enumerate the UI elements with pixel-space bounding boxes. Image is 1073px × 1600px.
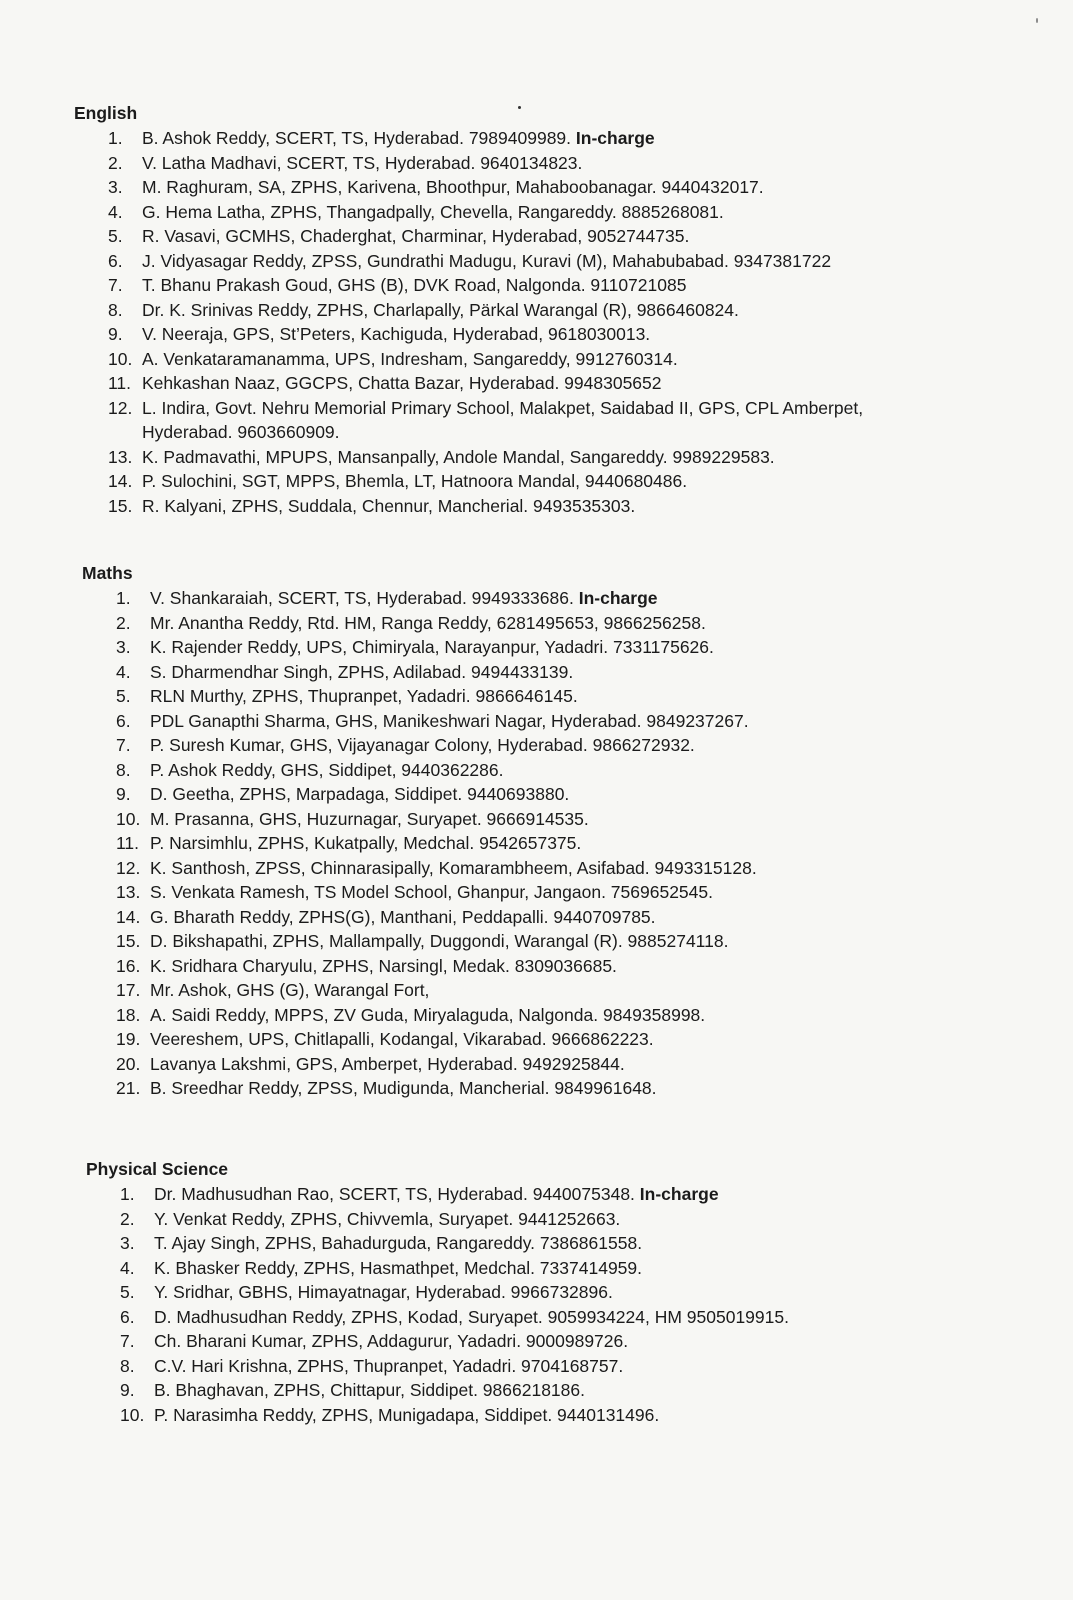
item-details: P. Suresh Kumar, GHS, Vijayanagar Colony, Hyderabad. 9866272932. [150,735,695,755]
item-number: 19. [116,1029,141,1049]
item-text [142,200,724,225]
item-number: 14. [108,471,133,491]
item-number: 21. [116,1078,141,1098]
item-details: T. Ajay Singh, ZPHS, Bahadurguda, Rangareddy. 7386861558. [154,1233,643,1253]
item-details: B. Ashok Reddy, SCERT, TS, Hyderabad. 7989409989. [142,128,572,148]
list-item [0,494,1073,519]
item-number: 4. [116,661,131,682]
item-details: Lavanya Lakshmi, GPS, Amberpet, Hyderabad. 9492925844. [150,1053,625,1074]
item-details: PDL Ganapthi Sharma, GHS, Manikeshwari Nagar, Hyderabad. 9849237267. [150,710,749,731]
item-details: D. Geetha, ZPHS, Marpadaga, Siddipet. 9440693880. [150,784,570,804]
list-item [0,273,1073,298]
item-text [150,611,706,636]
item-number: 15. [108,495,133,516]
item-text [150,1052,625,1077]
list-item [8,635,1073,660]
item-details: R. Vasavi, GCMHS, Chaderghat, Charminar, Hyderabad, 9052744735. [142,226,690,246]
list-item [12,1329,1073,1354]
item-text [150,709,749,734]
item-details: G. Hema Latha, ZPHS, Thangadpally, Chevella, Rangareddy. 8885268081. [142,201,724,222]
item-number: 6. [116,710,131,731]
item-text [142,298,739,323]
item-details: Veereshem, UPS, Chitlapalli, Kodangal, Vikarabad. 9666862223. [150,1029,654,1049]
list-item [12,1256,1073,1281]
item-text [154,1305,789,1330]
item-number: 12. [108,397,133,418]
item-text [150,684,578,709]
item-details: T. Bhanu Prakash Goud, GHS (B), DVK Road, Nalgonda. 9110721085 [142,275,687,295]
item-text [150,1076,657,1101]
item-text [154,1231,642,1256]
item-number: 17. [116,980,141,1000]
item-number: 8. [108,299,123,320]
item-number: 1. [108,128,123,148]
item-details: S. Venkata Ramesh, TS Model School, Ghanpur, Jangaon. 7569652545. [150,882,713,902]
list-item [0,126,1073,151]
item-details: L. Indira, Govt. Nehru Memorial Primary School, Malakpet, Saidabad II, GPS, CPL Amberpet, [142,397,864,418]
item-number: 5. [120,1282,135,1302]
item-details: R. Kalyani, ZPHS, Suddala, Chennur, Mancherial. 9493535303. [142,495,636,516]
item-details: S. Dharmendhar Singh, ZPHS, Adilabad. 9494433139. [150,661,574,682]
list-item [0,249,1073,274]
item-details: A. Venkataramanamma, UPS, Indresham, Sangareddy, 9912760314. [142,348,678,369]
item-details: D. Madhusudhan Reddy, ZPHS, Kodad, Suryapet. 9059934224, HM 9505019915. [154,1306,789,1327]
list-item [8,880,1073,905]
member-list [8,586,1073,1101]
item-number: 5. [108,226,123,246]
list-item [0,469,1073,494]
item-number: 3. [108,177,123,197]
item-text [142,494,635,519]
list-item [0,445,1073,470]
list-item [8,782,1073,807]
item-number: 2. [116,612,131,633]
list-item [8,1027,1073,1052]
item-number: 8. [116,759,131,780]
list-item [12,1305,1073,1330]
item-details: A. Saidi Reddy, MPPS, ZV Guda, Miryalaguda, Nalgonda. 9849358998. [150,1004,706,1025]
item-text [154,1354,623,1379]
list-item [12,1182,1073,1207]
item-text [142,224,689,249]
list-item-continuation: Hyderabad. 9603660909. [142,422,340,442]
item-text [150,929,728,954]
item-text [154,1182,719,1207]
item-text [142,396,863,421]
item-number: 9. [108,324,123,344]
item-details: V. Neeraja, GPS, St’Peters, Kachiguda, Hyderabad, 9618030013. [142,324,651,344]
item-text [142,445,775,470]
item-details: Dr. Madhusudhan Rao, SCERT, TS, Hyderabad. 9440075348. [154,1184,635,1204]
item-number: 7. [108,275,123,295]
item-details: K. Santhosh, ZPSS, Chinnarasipally, Komarambheem, Asifabad. 9493315128. [150,857,757,878]
list-item [8,611,1073,636]
list-item [8,684,1073,709]
item-text [154,1378,585,1403]
item-details: K. Sridhara Charyulu, ZPHS, Narsingl, Medak. 8309036685. [150,955,617,976]
item-text [150,1003,705,1028]
item-details: G. Bharath Reddy, ZPHS(G), Manthani, Peddapalli. 9440709785. [150,906,656,927]
item-number: 7. [120,1331,135,1351]
item-text [154,1280,613,1305]
item-number: 4. [108,201,123,222]
item-number: 20. [116,1053,141,1074]
item-text [150,782,569,807]
item-number: 12. [116,857,141,878]
item-number: 4. [120,1257,135,1278]
item-text [150,905,656,930]
in-charge-label: In-charge [578,588,658,608]
list-item [0,200,1073,225]
item-text [142,151,582,176]
item-number: 2. [108,152,123,173]
item-number: 16. [116,955,141,976]
item-number: 9. [120,1380,135,1400]
list-item [12,1403,1073,1428]
item-number: 11. [116,833,140,853]
item-number: 18. [116,1004,141,1025]
item-text [150,1027,654,1052]
item-number: 9. [116,784,131,804]
item-text [142,126,655,151]
list-item [12,1280,1073,1305]
section-maths [8,562,1073,1101]
item-number: 13. [108,446,133,467]
list-item [8,1003,1073,1028]
item-details: B. Bhaghavan, ZPHS, Chittapur, Siddipet. 9866218186. [154,1380,585,1400]
list-item [0,322,1073,347]
list-item [8,807,1073,832]
item-number: 10. [116,808,141,829]
item-details: P. Narasimha Reddy, ZPHS, Munigadapa, Siddipet. 9440131496. [154,1404,660,1425]
list-item [8,758,1073,783]
in-charge-label: In-charge [639,1184,719,1204]
item-number: 1. [116,588,131,608]
list-item [8,856,1073,881]
item-details: D. Bikshapathi, ZPHS, Mallampally, Duggondi, Warangal (R). 9885274118. [150,931,729,951]
list-item [0,371,1073,396]
list-item [0,175,1073,200]
list-item [12,1207,1073,1232]
list-item [8,905,1073,930]
item-details: Ch. Bharani Kumar, ZPHS, Addagurur, Yadadri. 9000989726. [154,1331,629,1351]
item-text [142,273,686,298]
item-details: Y. Venkat Reddy, ZPHS, Chivvemla, Suryapet. 9441252663. [154,1208,621,1229]
list-item [8,586,1073,611]
item-number: 13. [116,882,141,902]
list-item [0,347,1073,372]
list-item [8,831,1073,856]
member-list [12,1182,1073,1427]
item-text [150,758,504,783]
item-text [150,807,589,832]
item-text [150,733,695,758]
item-text [142,249,831,274]
item-details: M. Raghuram, SA, ZPHS, Karivena, Bhoothpur, Mahaboobanagar. 9440432017. [142,177,764,197]
item-number: 11. [108,373,132,393]
list-item [8,660,1073,685]
item-text [150,856,757,881]
section-heading: Maths [82,563,133,583]
list-item [8,1052,1073,1077]
item-details: K. Rajender Reddy, UPS, Chimiryala, Narayanpur, Yadadri. 7331175626. [150,637,714,657]
item-details: M. Prasanna, GHS, Huzurnagar, Suryapet. 9666914535. [150,808,589,829]
list-item [12,1378,1073,1403]
item-text [142,175,764,200]
member-list [0,126,1073,518]
item-details: Kehkashan Naaz, GGCPS, Chatta Bazar, Hyderabad. 9948305652 [142,373,662,393]
item-text [154,1403,659,1428]
item-text [150,660,573,685]
list-item [8,1076,1073,1101]
list-item [8,733,1073,758]
section-heading: Physical Science [86,1159,229,1179]
item-details: Dr. K. Srinivas Reddy, ZPHS, Charlapally, Pärkal Warangal (R), 9866460824. [142,299,739,320]
item-text [142,371,662,396]
item-details: Y. Sridhar, GBHS, Himayatnagar, Hyderabad. 9966732896. [154,1282,613,1302]
list-item [8,954,1073,979]
item-number: 10. [108,348,133,369]
item-details: P. Narsimhlu, ZPHS, Kukatpally, Medchal. 9542657375. [150,833,582,853]
list-item [12,1354,1073,1379]
item-text [150,978,429,1003]
item-number: 6. [108,250,123,271]
item-text [150,635,714,660]
list-item [0,396,1073,421]
item-details: J. Vidyasagar Reddy, ZPSS, Gundrathi Madugu, Kuravi (M), Mahabubabad. 9347381722 [142,250,832,271]
item-number: 10. [120,1404,145,1425]
item-details: RLN Murthy, ZPHS, Thupranpet, Yadadri. 9866646145. [150,686,578,706]
item-number: 15. [116,931,141,951]
list-item [0,224,1073,249]
list-item [12,1231,1073,1256]
section-physical-science [12,1158,1073,1427]
item-number: 8. [120,1355,135,1376]
item-details: C.V. Hari Krishna, ZPHS, Thupranpet, Yadadri. 9704168757. [154,1355,624,1376]
scan-speck [1036,18,1038,23]
item-number: 14. [116,906,141,927]
section-heading: English [74,103,138,123]
item-details: K. Padmavathi, MPUPS, Mansanpally, Andole Mandal, Sangareddy. 9989229583. [142,446,775,467]
list-item [8,978,1073,1003]
item-text [154,1256,642,1281]
item-number: 2. [120,1208,135,1229]
item-text [150,954,617,979]
list-item [8,929,1073,954]
item-text [154,1329,628,1354]
item-details: Mr. Anantha Reddy, Rtd. HM, Ranga Reddy, 6281495653, 9866256258. [150,612,706,633]
item-number: 3. [116,637,131,657]
item-text [154,1207,620,1232]
item-number: 1. [120,1184,135,1204]
item-text [150,880,713,905]
item-text [150,831,581,856]
item-number: 5. [116,686,131,706]
item-details: P. Sulochini, SGT, MPPS, Bhemla, LT, Hatnoora Mandal, 9440680486. [142,471,688,491]
item-number: 6. [120,1306,135,1327]
item-details: V. Shankaraiah, SCERT, TS, Hyderabad. 9949333686. [150,588,574,608]
item-details: V. Latha Madhavi, SCERT, TS, Hyderabad. 9640134823. [142,152,583,173]
list-item [0,298,1073,323]
item-text [142,322,650,347]
section-english [0,102,1073,518]
item-text [142,347,678,372]
item-number: 7. [116,735,131,755]
in-charge-label: In-charge [575,128,655,148]
item-details: P. Ashok Reddy, GHS, Siddipet, 9440362286. [150,759,504,780]
item-details: Mr. Ashok, GHS (G), Warangal Fort, [150,980,430,1000]
item-details: K. Bhasker Reddy, ZPHS, Hasmathpet, Medchal. 7337414959. [154,1257,643,1278]
list-item [8,709,1073,734]
item-text [150,586,658,611]
item-text [142,469,687,494]
list-item [0,151,1073,176]
item-details: B. Sreedhar Reddy, ZPSS, Mudigunda, Mancherial. 9849961648. [150,1078,657,1098]
item-number: 3. [120,1233,135,1253]
